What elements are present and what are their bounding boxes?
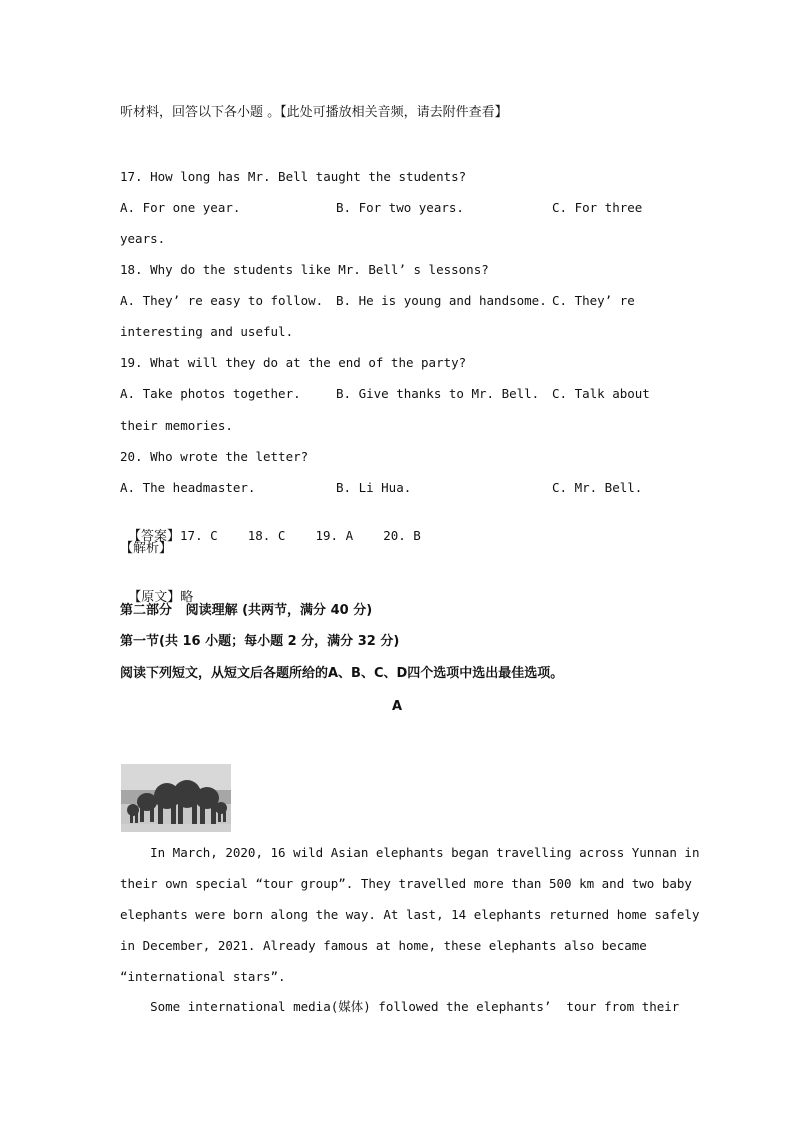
passage-letter: A xyxy=(391,699,403,714)
option-c: C. For three xyxy=(552,200,643,215)
option-c: C. Mr. Bell. xyxy=(552,480,643,495)
option-b: B. He is young and handsome. xyxy=(336,293,547,308)
question-options xyxy=(120,385,680,403)
section-one-title: 第一节(共 16 小题；每小题 2 分，满分 32 分) xyxy=(120,634,400,649)
question-options xyxy=(120,479,680,497)
answer-values: 17. C 18. C 19. A 20. B xyxy=(180,528,421,543)
option-a: A. For one year. xyxy=(120,200,241,215)
listening-instruction: 听材料，回答以下各小题 。【此处可播放相关音频，请去附件查看】 xyxy=(120,105,508,120)
question-stem: 17. How long has Mr. Bell taught the students? xyxy=(120,169,467,184)
passage-line: elephants were born along the way. At last, 14 elephants returned home safely xyxy=(120,907,700,922)
elephant-herd-icon xyxy=(121,764,231,832)
option-a: A. They’ re easy to follow. xyxy=(120,293,324,308)
option-c: C. They’ re xyxy=(552,293,635,308)
question-stem: 18. Why do the students like Mr. Bell’ s lessons? xyxy=(120,262,489,277)
reading-instruction: 阅读下列短文，从短文后各题所给的A、B、C、D四个选项中选出最佳选项。 xyxy=(120,666,564,681)
question-stem: 19. What will they do at the end of the party? xyxy=(120,355,467,370)
option-b: B. Li Hua. xyxy=(336,480,412,495)
part-two-title: 第二部分 阅读理解 (共两节，满分 40 分) xyxy=(120,603,373,618)
elephant-herd-photo xyxy=(121,764,231,832)
passage-line: Some international media(媒体) followed the elephants’ tour from their xyxy=(120,999,680,1014)
question-options xyxy=(120,292,680,310)
passage-line: in December, 2021. Already famous at home, these elephants also became xyxy=(120,938,647,953)
option-continuation: interesting and useful. xyxy=(120,324,294,339)
option-a: A. The headmaster. xyxy=(120,480,256,495)
option-continuation: years. xyxy=(120,231,166,246)
option-c: C. Talk about xyxy=(552,386,650,401)
passage-line: In March, 2020, 16 wild Asian elephants began travelling across Yunnan in xyxy=(120,845,700,860)
passage-line: “international stars”. xyxy=(120,969,286,984)
option-b: B. Give thanks to Mr. Bell. xyxy=(336,386,540,401)
passage-line: their own special “tour group”. They travelled more than 500 km and two baby xyxy=(120,876,692,891)
original-label: 【原文】 xyxy=(128,590,181,605)
analysis-label: 【解析】 xyxy=(120,541,173,556)
question-options xyxy=(120,199,680,217)
option-a: A. Take photos together. xyxy=(120,386,301,401)
option-b: B. For two years. xyxy=(336,200,464,215)
question-stem: 20. Who wrote the letter? xyxy=(120,449,309,464)
answer-label: 【答案】 xyxy=(128,529,181,544)
option-continuation: their memories. xyxy=(120,418,233,433)
original-text: 略 xyxy=(180,590,194,605)
